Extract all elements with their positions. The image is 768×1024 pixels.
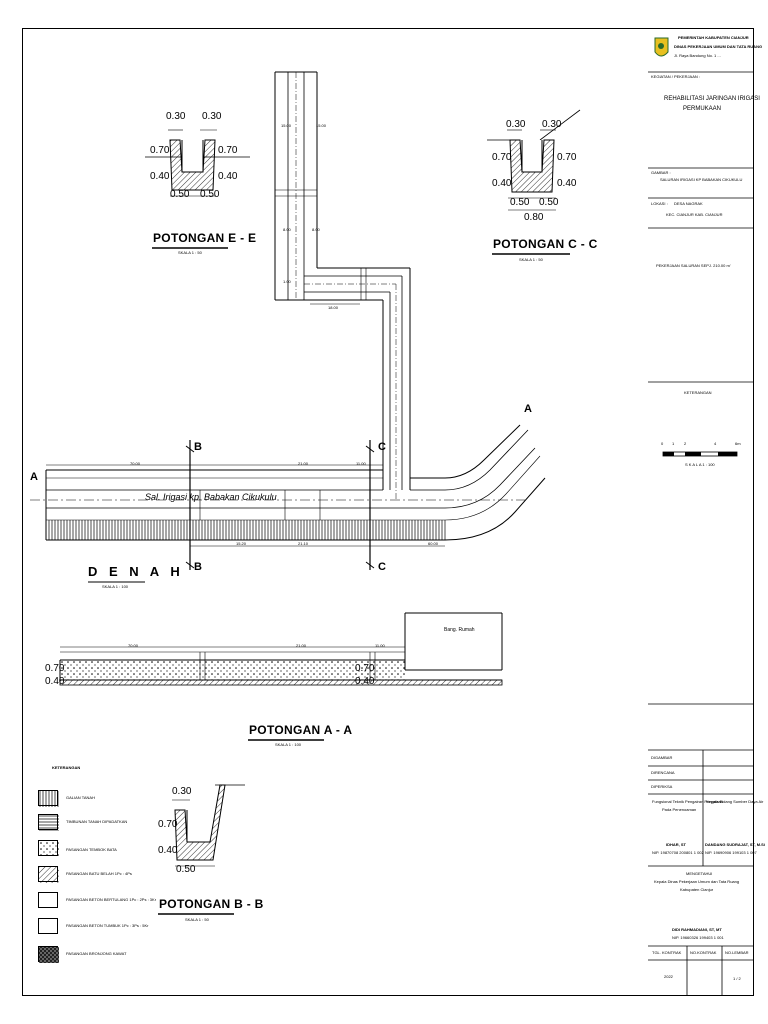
aa-len3: 11.00 [375,643,385,648]
bb-title: POTONGAN B - B [159,897,264,911]
mark-a-right: A [524,403,532,415]
ee-dim-030a: 0.30 [166,111,186,122]
legend-swatch-timbunan [38,814,58,830]
legend-label-1: GALIAN TANAH [66,795,95,800]
legend-label-5: PASANGAN BETON BERTULANG 1Pc : 2Ps : 3Kr [66,897,157,902]
bb-dim-070: 0.70 [158,819,178,830]
mark-c-top: C [378,441,386,453]
plan-dim-top1: 70.00 [130,461,141,466]
sig-left-role: Fungsional Teknik Pengairan Pengairan [652,799,723,804]
plan-main-channel [30,304,545,570]
cc-dim-070a: 0.70 [492,152,512,163]
direncana-label: DIRENCANA [651,770,675,775]
ee-title: POTONGAN E - E [153,231,257,245]
sig-left-name: IDHAR, ST [666,842,686,847]
aa-len1: 70.00 [128,643,139,648]
bb-dim-050: 0.50 [176,864,196,875]
sig-left-nip: NIP. 19870708 200801 1 002 [652,850,704,855]
section-bb-drawing [172,785,245,866]
plan-dim-bot2: 21.10 [298,541,309,546]
plan-vertical-channel [275,72,410,500]
project-line2: PERMUKAAN [683,106,722,112]
bb-scale: SKALA 1 : 50 [185,917,209,922]
cc-dim-050b: 0.50 [539,197,559,208]
ee-dim-050a: 0.50 [170,189,190,200]
legend-label-2: TIMBUNAN TANAH DIPADATKAN [66,819,128,824]
plan-dim-v3: 8.00 [283,227,291,232]
cc-dim-040a: 0.40 [492,178,512,189]
gambar-label: GAMBAR : [651,170,671,175]
title-block-grid [648,72,754,996]
legend-swatch-beton-bertulang [38,892,58,908]
agency-logo [655,38,668,56]
cc-dim-030b: 0.30 [542,119,562,130]
cc-dim-050a: 0.50 [510,197,530,208]
sig-right-name: DANDANG SUDRAJAT, ST, M.Si [705,842,765,847]
ee-dim-070b: 0.70 [218,145,238,156]
mark-b-top: B [194,441,202,453]
legend-swatch-galian [38,790,58,806]
cc-scale: SKALA 1 : 50 [519,257,543,262]
legend-swatch-bronjong [38,946,58,962]
no-kontrak-label: NO.KONTRAK [690,950,717,955]
mark-a-left: A [30,471,38,483]
cc-dim-030a: 0.30 [506,119,526,130]
project-line1: REHABILITASI JARINGAN IRIGASI [664,96,760,102]
legend-label-7: PASANGAN BRONJONG KAWAT [66,951,127,956]
digambar-label: DIGAMBAR [651,755,673,760]
agency-line1: PEMERINTAH KABUPATEN CIANJUR [678,35,749,40]
denah-title: D E N A H [88,564,184,579]
tgl-kontrak-label: TGL. KONTRAK [652,950,682,955]
aa-title: POTONGAN A - A [249,723,353,737]
plan-dim-top3: 11.00 [356,461,366,466]
legend-title: KETERANGAN [52,765,81,770]
ee-dim-070a: 0.70 [150,145,170,156]
scale-tick-1: 1 [672,441,675,446]
sheet-number: 1 / 2 [733,976,741,981]
gambar-value: SALURAN IRIGASI KP BABAKAN CIKUKULU [660,177,743,182]
ee-dim-030b: 0.30 [202,111,222,122]
aa-scale: SKALA 1 : 100 [275,742,302,747]
bb-dim-030: 0.30 [172,786,192,797]
ee-scale: SKALA 1 : 50 [178,250,202,255]
scale-tick-4: 4 [714,441,717,446]
mark-b-bottom: B [194,561,202,573]
legend-swatch-bata [38,840,58,856]
legend-label-4: PASANGAN BATU BELAH 1Pc : 4Ps [66,871,132,876]
sig-right-nip: NIP. 19690906 199103 1 007 [705,850,757,855]
legend-label-3: PASANGAN TEMBOK BATA [66,847,117,852]
plan-dim-v2: 15.00 [316,123,327,128]
scale-bar [663,452,737,456]
plan-dim-bot1: 15.20 [236,541,247,546]
kadis-nip: NIP. 19660326 199403 1 001 [672,935,724,940]
section-aa-drawing [60,613,502,685]
aa-dim-070r: 0.70 [355,663,375,674]
plan-dim-h1: 18.00 [328,305,339,310]
pekerjaan: PEKERJAAN SALURAN SEPJ. 210.00 m' [656,263,731,268]
kadis-loc: Kabupaten Cianjur [680,887,714,892]
lokasi-desa: DESA NAGRAK [674,201,703,206]
agency-address: Jl. Raya Bandung No. 1 ... [674,53,721,58]
kadis-role: Kepala Dinas Pekerjaan Umum dan Tata Ruang [654,879,740,884]
aa-dim-040r: 0.40 [355,676,375,687]
scale-tick-0: 0 [661,441,664,446]
sig-right-role: Kepala Bidang Sumber Daya Air [706,799,764,804]
denah-scale: SKALA 1 : 100 [102,584,129,589]
mengetahui: MENGETAHUI [686,871,713,876]
keterangan-label: KETERANGAN [684,390,712,395]
diperiksa-label: DIPERIKSA [651,784,673,789]
section-ee-drawing [145,130,250,196]
ee-dim-050b: 0.50 [200,189,220,200]
ee-dim-040a: 0.40 [150,171,170,182]
plan-dim-v5: 1.00 [283,279,291,284]
aa-len2: 21.00 [296,643,307,648]
agency-line2: DINAS PEKERJAAN UMUM DAN TATA RUANG [674,44,763,49]
cc-dim-080: 0.80 [524,212,544,223]
cc-dim-040b: 0.40 [557,178,577,189]
no-lembar-label: NO.LEMBAR [725,950,749,955]
plan-dim-bot3: 60.00 [428,541,439,546]
scale-text: S K A L A 1 : 100 [685,462,715,467]
lokasi-kec: KEC. CIANJUR KAB. CIANJUR [666,212,723,217]
plan-dim-v1: 15.00 [281,123,292,128]
plan-dim-top2: 21.00 [298,461,309,466]
contract-year: 2022 [664,974,673,979]
mark-c-bottom: C [378,561,386,573]
cc-title: POTONGAN C - C [493,237,598,251]
sig-left-role2: Pada Penenoaman [662,807,697,812]
scale-tick-2: 2 [684,441,687,446]
scale-tick-6: 6m [735,441,741,446]
kegiatan-label: KEGIATAN / PEKERJAAN : [651,74,700,79]
aa-dim-070l: 0.70 [45,663,65,674]
kadis-name: DIDI RAHMADIANI, ST, MT [672,927,722,932]
plan-dim-v4: 8.00 [312,227,320,232]
house-label: Bang. Rumah [444,627,475,633]
lokasi-label: LOKASI : [651,201,668,206]
ee-dim-040b: 0.40 [218,171,238,182]
bb-dim-040: 0.40 [158,845,178,856]
aa-dim-040l: 0.40 [45,676,65,687]
legend-label-6: PASANGAN BETON TUMBUK 1Pc : 3Ps : 5Kr [66,923,149,928]
legend-swatch-beton-tumbuk [38,918,58,934]
cc-dim-070b: 0.70 [557,152,577,163]
legend-swatch-batu [38,866,58,882]
channel-label: Sal. Irigasi kp. Babakan Cikukulu [145,492,277,502]
